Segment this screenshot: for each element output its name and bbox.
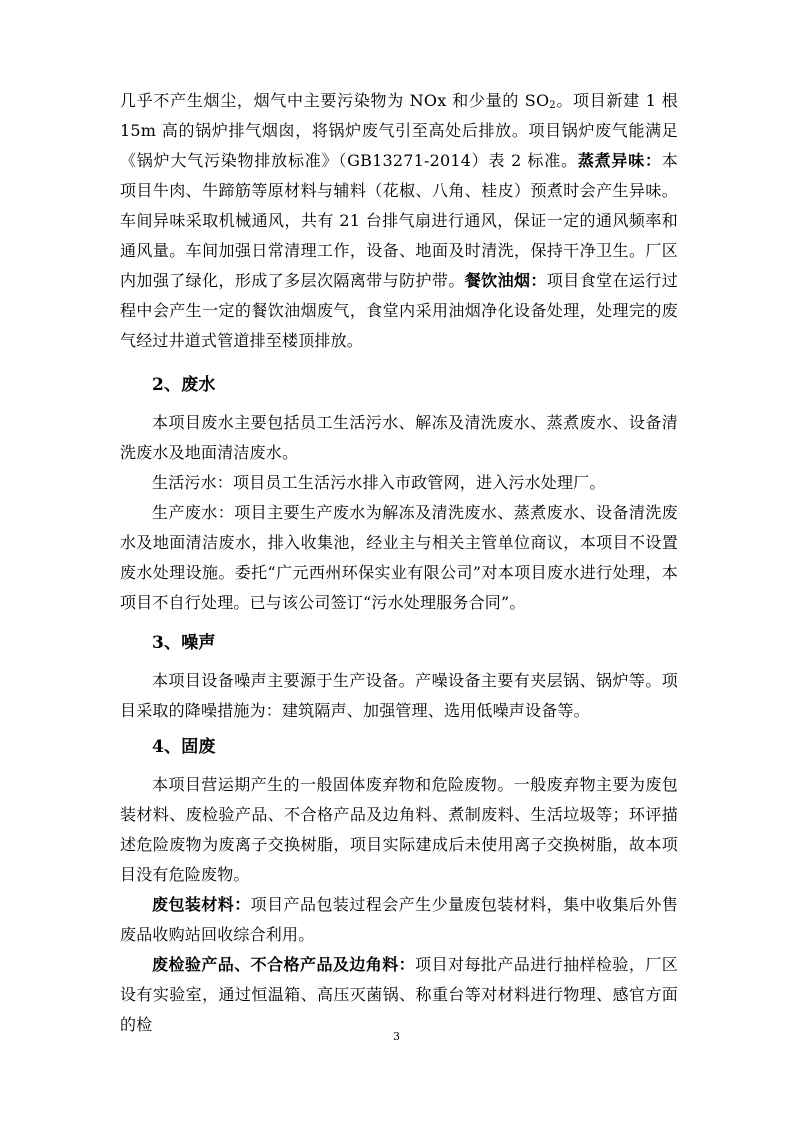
term-cooking-fume: 餐饮油烟： [464,271,547,290]
paragraph-exhaust-gas [120,86,678,356]
fume-text: 项目食堂在运行过程中会产生一定的餐饮油烟废气，食堂内采用油烟净化设备处理，处理完的废气经过井道式管道排至楼顶排放。 [120,271,678,350]
page-number: 3 [393,1030,400,1043]
exhaust-text-b: 。项目新建 1 根 15m 高的锅炉排气烟囱，将锅炉废气引至高处后排放。项目锅炉废气能满足《锅炉大气污染物排放标准》（GB13271-2014）表 2 标准。 [120,91,678,170]
wastewater-production: 生产废水：项目主要生产废水为解冻及清洗废水、蒸煮废水、设备清洗废水及地面清洁废水，排入收集池，经业主与相关主管单位商议，本项目不设置废水处理设施。委托“广元西州环保实业有限公司”对本项目废水进行处理，本项目不自行处理。已与该公司签订“污水处理服务合同”。 [120,503,678,612]
heading-noise: 3、噪声 [152,633,216,653]
inspection-paragraph [120,950,678,1040]
noise-text: 本项目设备噪声主要源于生产设备。产噪设备主要有夹层锅、锅炉等。项目采取的降噪措施为：建筑隔声、加强管理、选用低噪声设备等。 [120,671,678,720]
inspection-text: 项目对每批产品进行抽样检验，厂区设有实验室，通过恒温箱、高压灭菌锅、称重台等对材料进行物理、感官方面的检 [120,955,678,1034]
heading-solid-waste: 4、固废 [152,737,216,757]
wastewater-intro: 本项目废水主要包括员工生活污水、解冻及清洗废水、蒸煮废水、设备清洗废水及地面清洁废水。 [120,413,678,462]
exhaust-text-a: 几乎不产生烟尘，烟气中主要污染物为 NOx 和少量的 SO [120,91,550,110]
packaging-paragraph [120,890,678,950]
term-cooking-odor: 蒸煮异味： [577,151,662,170]
term-packaging: 废包装材料： [152,895,251,914]
odor-text: 本项目牛肉、牛蹄筋等原材料与辅料（花椒、八角、桂皮）预煮时会产生异味。车间异味采取机械通风，共有 21 台排气扇进行通风，保证一定的通风频率和通风量。车间加强日常清理工作，设备、地面及时清洗，保持干净卫生。厂区内加强了绿化，形成了多层次隔离带与防护带。 [120,151,678,290]
term-inspection: 废检验产品、不合格产品及边角料： [152,955,416,974]
packaging-text: 项目产品包装过程会产生少量废包装材料，集中收集后外售废品收购站回收综合利用。 [120,895,678,944]
heading-wastewater: 2、废水 [152,375,216,395]
wastewater-domestic: 生活污水：项目员工生活污水排入市政管网，进入污水处理厂。 [152,473,606,492]
solid-waste-intro: 本项目营运期产生的一般固体废弃物和危险废物。一般废弃物主要为废包装材料、废检验产品、不合格产品及边角料、煮制废料、生活垃圾等；环评描述危险废物为废离子交换树脂，项目实际建成后未使用离子交换树脂，故本项目没有危险废物。 [120,775,678,884]
so2-subscript: 2 [549,100,556,111]
page-body [120,86,678,1040]
